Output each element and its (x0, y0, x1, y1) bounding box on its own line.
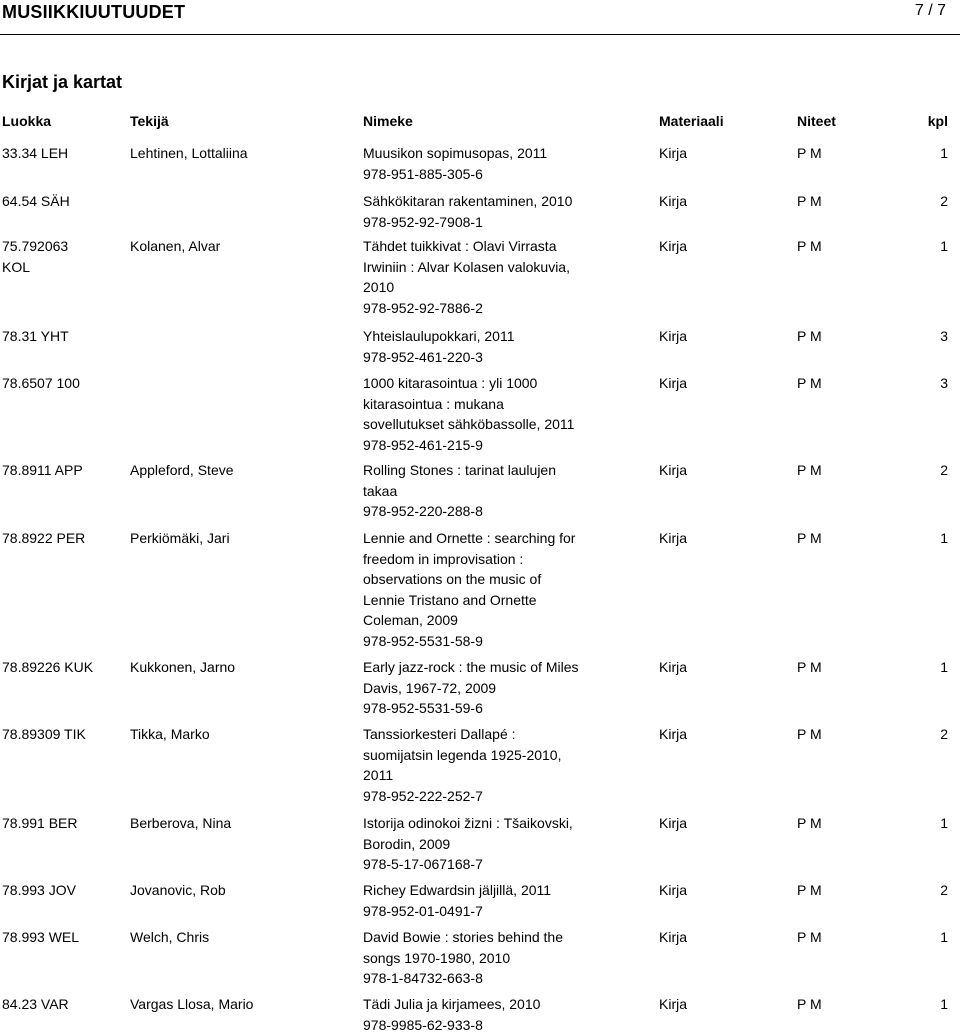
cell-niteet: P M (797, 373, 822, 394)
column-header-luokka: Luokka (2, 113, 51, 129)
cell-kpl: 1 (940, 657, 948, 678)
cell-luokka-line: 75.792063 (2, 236, 124, 257)
cell-nimeke-line: Yhteislaulupokkari, 2011 (363, 326, 625, 347)
cell-luokka-line: 78.8922 PER (2, 528, 124, 549)
cell-nimeke-line: sovellutukset sähköbassolle, 2011 (363, 414, 625, 435)
cell-niteet: P M (797, 657, 822, 678)
cell-kpl: 2 (940, 880, 948, 901)
cell-nimeke-line: 978-952-222-252-7 (363, 786, 625, 807)
cell-nimeke-line: David Bowie : stories behind the (363, 927, 625, 948)
cell-nimeke (363, 460, 625, 522)
cell-nimeke-line: 978-952-5531-58-9 (363, 631, 625, 652)
cell-luokka-line: KOL (2, 257, 124, 278)
cell-niteet: P M (797, 724, 822, 745)
cell-nimeke-line: 978-1-84732-663-8 (363, 968, 625, 989)
cell-materiaali: Kirja (659, 143, 687, 164)
cell-nimeke-line: 978-952-92-7908-1 (363, 212, 625, 233)
cell-tekija-line: Tikka, Marko (130, 724, 355, 745)
cell-luokka (2, 373, 124, 394)
cell-nimeke-line: suomijatsin legenda 1925-2010, (363, 745, 625, 766)
cell-nimeke-line: freedom in improvisation : (363, 549, 625, 570)
column-header-kpl: kpl (928, 113, 948, 129)
cell-niteet: P M (797, 143, 822, 164)
cell-luokka (2, 724, 124, 745)
cell-nimeke-line: Muusikon sopimusopas, 2011 (363, 143, 625, 164)
cell-nimeke (363, 813, 625, 875)
cell-luokka-line: 78.89226 KUK (2, 657, 124, 678)
cell-tekija (130, 994, 355, 1015)
cell-luokka (2, 191, 124, 212)
cell-nimeke (363, 657, 625, 719)
cell-nimeke-line: 978-5-17-067168-7 (363, 854, 625, 875)
cell-luokka-line: 84.23 VAR (2, 994, 124, 1015)
cell-tekija (130, 813, 355, 834)
cell-niteet: P M (797, 191, 822, 212)
cell-kpl: 3 (940, 373, 948, 394)
cell-luokka (2, 657, 124, 678)
cell-materiaali: Kirja (659, 326, 687, 347)
cell-luokka (2, 143, 124, 164)
cell-nimeke-line: Coleman, 2009 (363, 610, 625, 631)
cell-tekija-line: Appleford, Steve (130, 460, 355, 481)
cell-tekija (130, 657, 355, 678)
cell-kpl: 2 (940, 191, 948, 212)
cell-nimeke-line: Sähkökitaran rakentaminen, 2010 (363, 191, 625, 212)
cell-nimeke-line: 978-952-461-220-3 (363, 347, 625, 368)
cell-luokka (2, 460, 124, 481)
cell-kpl: 2 (940, 460, 948, 481)
cell-tekija (130, 143, 355, 164)
cell-nimeke (363, 143, 625, 184)
cell-nimeke-line: Irwiniin : Alvar Kolasen valokuvia, (363, 257, 625, 278)
cell-niteet: P M (797, 994, 822, 1015)
cell-nimeke-line: Tähdet tuikkivat : Olavi Virrasta (363, 236, 625, 257)
cell-materiaali: Kirja (659, 460, 687, 481)
cell-tekija-line: Berberova, Nina (130, 813, 355, 834)
cell-tekija-line: Lehtinen, Lottaliina (130, 143, 355, 164)
cell-kpl: 1 (940, 528, 948, 549)
cell-tekija-line: Jovanovic, Rob (130, 880, 355, 901)
column-header-nimeke: Nimeke (363, 113, 413, 129)
cell-tekija (130, 880, 355, 901)
cell-nimeke-line: Borodin, 2009 (363, 834, 625, 855)
cell-kpl: 1 (940, 143, 948, 164)
cell-materiaali: Kirja (659, 528, 687, 549)
cell-luokka-line: 78.89309 TIK (2, 724, 124, 745)
cell-nimeke-line: takaa (363, 481, 625, 502)
cell-nimeke-line: 2010 (363, 277, 625, 298)
cell-nimeke (363, 326, 625, 367)
section-title: Kirjat ja kartat (2, 72, 122, 93)
cell-nimeke-line: 978-9985-62-933-8 (363, 1015, 625, 1035)
cell-nimeke-line: 978-952-01-0491-7 (363, 901, 625, 922)
cell-nimeke-line: 978-952-461-215-9 (363, 435, 625, 456)
column-header-tekija: Tekijä (130, 113, 169, 129)
cell-materiaali: Kirja (659, 373, 687, 394)
cell-nimeke-line: 978-952-92-7886-2 (363, 298, 625, 319)
cell-niteet: P M (797, 927, 822, 948)
cell-materiaali: Kirja (659, 813, 687, 834)
cell-luokka-line: 33.34 LEH (2, 143, 124, 164)
cell-tekija (130, 724, 355, 745)
cell-niteet: P M (797, 528, 822, 549)
cell-materiaali: Kirja (659, 191, 687, 212)
cell-nimeke-line: 978-952-220-288-8 (363, 501, 625, 522)
cell-niteet: P M (797, 460, 822, 481)
cell-nimeke-line: observations on the music of (363, 569, 625, 590)
cell-tekija-line: Vargas Llosa, Mario (130, 994, 355, 1015)
cell-luokka (2, 813, 124, 834)
cell-nimeke-line: Tädi Julia ja kirjamees, 2010 (363, 994, 625, 1015)
cell-kpl: 2 (940, 724, 948, 745)
cell-luokka (2, 236, 124, 277)
cell-niteet: P M (797, 236, 822, 257)
cell-materiaali: Kirja (659, 236, 687, 257)
cell-nimeke-line: 978-951-885-305-6 (363, 164, 625, 185)
cell-nimeke (363, 994, 625, 1035)
document-title: MUSIIKKIUUTUUDET (2, 2, 185, 23)
cell-nimeke-line: 978-952-5531-59-6 (363, 698, 625, 719)
cell-luokka-line: 78.6507 100 (2, 373, 124, 394)
cell-materiaali: Kirja (659, 657, 687, 678)
cell-nimeke (363, 528, 625, 651)
cell-nimeke-line: Davis, 1967-72, 2009 (363, 678, 625, 699)
column-header-materiaali: Materiaali (659, 113, 724, 129)
cell-nimeke-line: 2011 (363, 765, 625, 786)
cell-nimeke-line: Tanssiorkesteri Dallapé : (363, 724, 625, 745)
cell-nimeke (363, 236, 625, 318)
cell-tekija-line: Perkiömäki, Jari (130, 528, 355, 549)
cell-tekija-line: Kolanen, Alvar (130, 236, 355, 257)
cell-kpl: 1 (940, 813, 948, 834)
cell-tekija-line: Kukkonen, Jarno (130, 657, 355, 678)
cell-niteet: P M (797, 326, 822, 347)
cell-luokka (2, 880, 124, 901)
cell-nimeke-line: Lennie and Ornette : searching for (363, 528, 625, 549)
cell-nimeke-line: Istorija odinokoi žizni : Tšaikovski, (363, 813, 625, 834)
cell-tekija (130, 927, 355, 948)
cell-tekija (130, 460, 355, 481)
cell-nimeke-line: 1000 kitarasointua : yli 1000 (363, 373, 625, 394)
cell-niteet: P M (797, 813, 822, 834)
cell-materiaali: Kirja (659, 994, 687, 1015)
cell-luokka (2, 326, 124, 347)
cell-luokka-line: 78.8911 APP (2, 460, 124, 481)
cell-materiaali: Kirja (659, 724, 687, 745)
cell-luokka-line: 78.991 BER (2, 813, 124, 834)
cell-luokka-line: 64.54 SÄH (2, 191, 124, 212)
cell-luokka-line: 78.993 WEL (2, 927, 124, 948)
cell-luokka (2, 994, 124, 1015)
cell-kpl: 1 (940, 994, 948, 1015)
cell-nimeke-line: kitarasointua : mukana (363, 394, 625, 415)
cell-tekija (130, 236, 355, 257)
cell-nimeke (363, 880, 625, 921)
cell-niteet: P M (797, 880, 822, 901)
cell-nimeke-line: Rolling Stones : tarinat laulujen (363, 460, 625, 481)
cell-luokka-line: 78.993 JOV (2, 880, 124, 901)
column-header-niteet: Niteet (797, 113, 836, 129)
cell-kpl: 1 (940, 927, 948, 948)
cell-kpl: 3 (940, 326, 948, 347)
cell-nimeke-line: Early jazz-rock : the music of Miles (363, 657, 625, 678)
cell-tekija (130, 528, 355, 549)
cell-nimeke-line: songs 1970-1980, 2010 (363, 948, 625, 969)
header-divider (0, 34, 960, 35)
cell-nimeke (363, 373, 625, 455)
cell-luokka (2, 927, 124, 948)
cell-nimeke-line: Richey Edwardsin jäljillä, 2011 (363, 880, 625, 901)
cell-materiaali: Kirja (659, 927, 687, 948)
page-number: 7 / 7 (915, 2, 946, 20)
cell-nimeke (363, 927, 625, 989)
cell-nimeke (363, 191, 625, 232)
cell-nimeke (363, 724, 625, 806)
cell-tekija-line: Welch, Chris (130, 927, 355, 948)
cell-kpl: 1 (940, 236, 948, 257)
cell-luokka-line: 78.31 YHT (2, 326, 124, 347)
cell-materiaali: Kirja (659, 880, 687, 901)
cell-luokka (2, 528, 124, 549)
cell-nimeke-line: Lennie Tristano and Ornette (363, 590, 625, 611)
